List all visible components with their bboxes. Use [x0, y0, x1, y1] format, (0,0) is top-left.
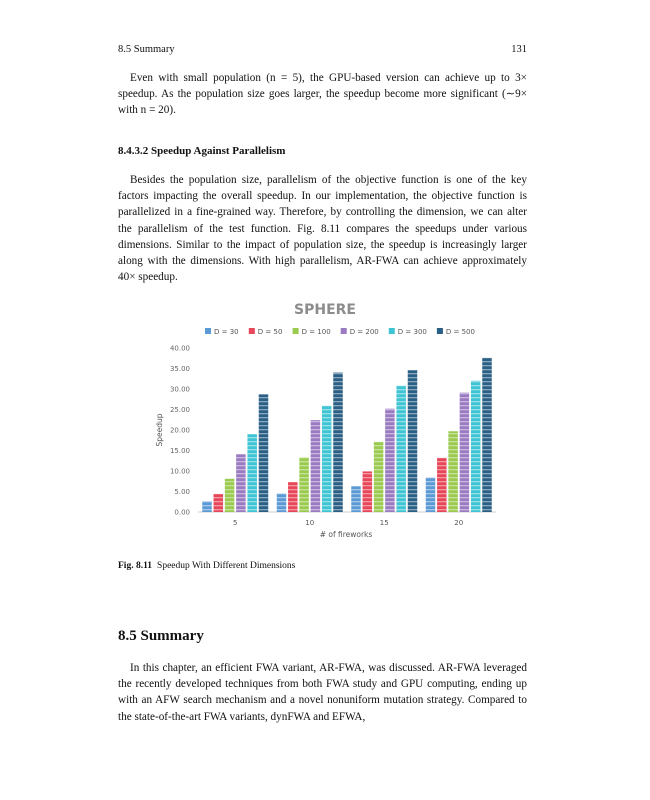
legend-swatch: [389, 328, 395, 334]
section-heading: 8.5 Summary: [118, 628, 204, 644]
x-tick-label: 20: [454, 519, 464, 527]
bar-d200-n10: [311, 420, 321, 512]
bar-d300-n15: [396, 386, 406, 512]
bar-d30-n10: [277, 494, 287, 512]
subsection-heading: 8.4.3.2 Speedup Against Parallelism: [118, 145, 286, 157]
bar-d500-n5: [259, 394, 269, 512]
x-axis: [233, 519, 463, 527]
y-tick-label: 40.00: [169, 344, 190, 353]
x-tick-label: 10: [305, 519, 315, 527]
legend-swatch: [205, 328, 211, 334]
bar-d30-n15: [351, 486, 361, 512]
legend-entry: D = 200: [349, 328, 379, 336]
paragraph-1: [118, 70, 527, 119]
y-tick-label: 30.00: [169, 385, 190, 394]
legend-entry: D = 500: [445, 328, 475, 336]
legend-swatch: [293, 328, 299, 334]
legend-swatch: [249, 328, 255, 334]
bar-d300-n20: [471, 381, 481, 512]
legend-swatch: [341, 328, 347, 334]
bar-d300-n10: [322, 406, 332, 512]
chart-legend: [205, 328, 475, 336]
paragraph-3: [118, 660, 527, 725]
bar-d500-n15: [408, 370, 418, 512]
figure-caption: [118, 561, 295, 571]
chart-title: SPHERE: [294, 302, 356, 318]
bar-d100-n15: [374, 442, 384, 512]
x-axis-label: # of fireworks: [319, 530, 373, 539]
page-number: 131: [511, 44, 527, 55]
paragraph-text: Besides the population size, parallelism of the objective function is one of the key factors impacting the overall speedup. In our implementation, the objective function is parallelized in a fine-grained way. Therefore, by controlling the dimension, we can alter the parallelism of the test function. Fig. 8.11 compares the speedups under various dimensions. Similar to the impact of population size, the speedup is increasingly larger along with the dimensions. With high parallelism, AR-FWA can achieve approximately 40× speedup.: [118, 174, 527, 284]
y-tick-label: 5.00: [174, 488, 190, 496]
bar-d50-n10: [288, 482, 298, 512]
bar-d500-n10: [333, 373, 343, 512]
x-tick-label: 5: [233, 519, 238, 527]
y-tick-label: 25.00: [169, 406, 190, 414]
x-tick-label: 15: [379, 519, 389, 527]
running-header-section: 8.5 Summary: [118, 44, 175, 55]
caption-text: Speedup With Different Dimensions: [157, 561, 296, 571]
bar-d50-n15: [363, 471, 373, 512]
caption-label: Fig. 8.11: [118, 561, 153, 571]
legend-entry: D = 30: [214, 328, 239, 336]
y-tick-label: 10.00: [169, 467, 190, 476]
bar-d30-n20: [426, 478, 436, 512]
bar-d200-n5: [236, 454, 246, 512]
bar-d500-n20: [482, 358, 492, 512]
y-tick-label: 35.00: [169, 365, 190, 373]
speedup-chart: [0, 295, 650, 555]
paragraph-2: [118, 172, 527, 285]
bars: [202, 358, 492, 512]
y-axis: [170, 345, 496, 517]
y-tick-label: 20.00: [169, 426, 190, 435]
bar-d30-n5: [202, 501, 212, 512]
legend-entry: D = 100: [301, 328, 331, 336]
bar-d200-n20: [460, 393, 470, 512]
y-tick-label: 0.00: [174, 508, 190, 517]
paragraph-text: In this chapter, an efficient FWA variant, AR-FWA, was discussed. AR-FWA leveraged the recently developed techniques from both FWA study and GPU computing, ending up with an AFW search mechanism and a novel nonuniform mutation strategy. Compared to the state-of-the-art FWA variants, dynFWA and EFWA,: [118, 662, 527, 723]
bar-d50-n20: [437, 458, 447, 512]
bar-d200-n15: [385, 409, 395, 512]
y-axis-label: Speedup: [155, 413, 164, 447]
legend-swatch: [437, 328, 443, 334]
legend-entry: D = 50: [257, 328, 283, 336]
bar-d100-n20: [448, 431, 458, 512]
bar-d300-n5: [247, 434, 257, 512]
bar-d100-n10: [299, 457, 309, 512]
paragraph-text: Even with small population (n = 5), the GPU-based version can achieve up to 3× speedup. As the population size goes larger, the speedup become more significant (∼9× with n = 20).: [118, 72, 527, 117]
bar-d100-n5: [225, 479, 235, 512]
legend-entry: D = 300: [397, 328, 427, 336]
bar-d50-n5: [214, 494, 224, 512]
y-tick-label: 15.00: [169, 447, 190, 455]
